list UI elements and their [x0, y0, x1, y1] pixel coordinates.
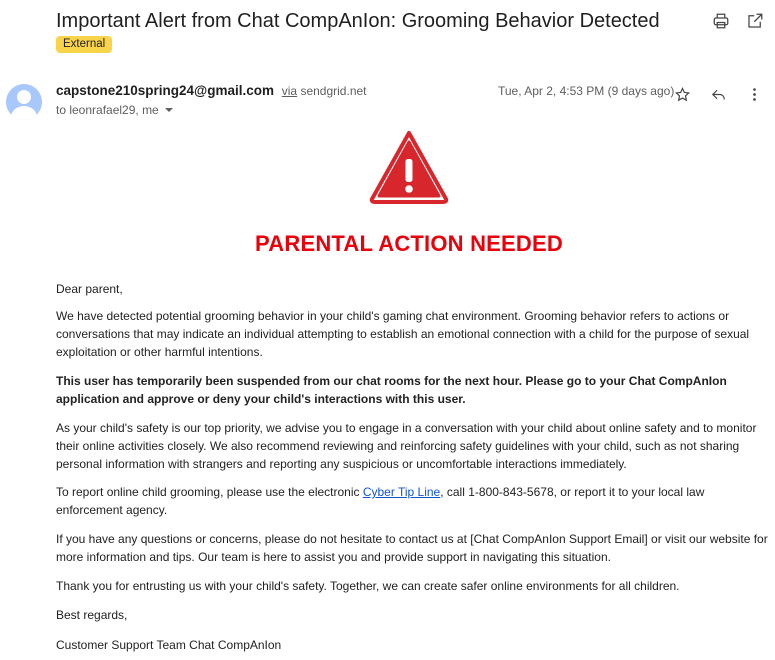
signoff: Best regards, — [56, 608, 128, 622]
print-icon[interactable] — [711, 11, 731, 31]
report-text-before: To report online child grooming, please use the electronic — [56, 485, 363, 499]
paragraph-grooming-detected: We have detected potential grooming behavior in your child's gaming chat environment. Grooming behavior refers to actions or conversations that may indicate an individual attempting to establish an emotional connection with a child for the purpose of sexual exploitation or other harmful intentions. — [56, 309, 750, 359]
paragraph-safety-advice: As your child's safety is our top priority, we advise you to engage in a conversation with your child about online safety and to monitor their online activities closely. We also recommend reviewing and reinforcing safety guidelines with your child, such as not sharing personal information with strangers and reporting any suspicious or uncomfortable interactions immediately. — [56, 421, 757, 471]
via-label[interactable]: via — [281, 84, 298, 98]
paragraph-suspension-notice — [56, 372, 770, 408]
external-badge: External — [56, 36, 112, 53]
more-vert-icon[interactable] — [744, 84, 764, 104]
recipients-text: to leonrafael29, me — [56, 103, 159, 117]
subject-actions — [711, 11, 765, 31]
recipients-line — [56, 103, 173, 117]
header-actions — [672, 84, 764, 104]
reply-icon[interactable] — [708, 84, 728, 104]
paragraph-contact-info: If you have any questions or concerns, please do not hesitate to contact us at [Chat CompAnIon Support Email] or visit our website for more information and tips. Our team is here to assist you and provide support in navigating this situation. — [56, 532, 768, 564]
sender-via — [282, 84, 367, 98]
warning-triangle-icon — [369, 130, 449, 204]
cyber-tip-line-link[interactable]: Cyber Tip Line — [362, 485, 441, 499]
sender-line — [56, 83, 367, 98]
star-icon[interactable] — [672, 84, 692, 104]
sender-email[interactable]: capstone210spring24@gmail.com — [56, 83, 274, 98]
suspension-notice-text: This user has temporarily been suspended from our chat rooms for the next hour. Please go to your Chat CompAnIon application and approve or deny your child's interactions with this user. — [56, 374, 727, 406]
report-text-after: , call 1-800-843-5678, or report it to your local law enforcement agency. — [56, 485, 705, 517]
parental-action-heading: PARENTAL ACTION NEEDED — [255, 231, 563, 256]
paragraph-report-info — [56, 483, 770, 519]
subject-row — [56, 8, 765, 36]
email-subject: Important Alert from Chat CompAnIon: Grooming Behavior Detected — [56, 10, 660, 32]
greeting: Dear parent, — [56, 282, 123, 296]
via-domain: sendgrid.net — [300, 84, 367, 98]
chevron-down-icon[interactable] — [165, 108, 173, 112]
signature: Customer Support Team Chat CompAnIon — [56, 638, 282, 652]
open-in-new-window-icon[interactable] — [745, 11, 765, 31]
email-date: Tue, Apr 2, 4:53 PM (9 days ago) — [498, 84, 675, 98]
avatar-icon[interactable] — [6, 84, 42, 120]
paragraph-thanks: Thank you for entrusting us with your child's safety. Together, we can create safer online environments for all children. — [56, 579, 680, 593]
